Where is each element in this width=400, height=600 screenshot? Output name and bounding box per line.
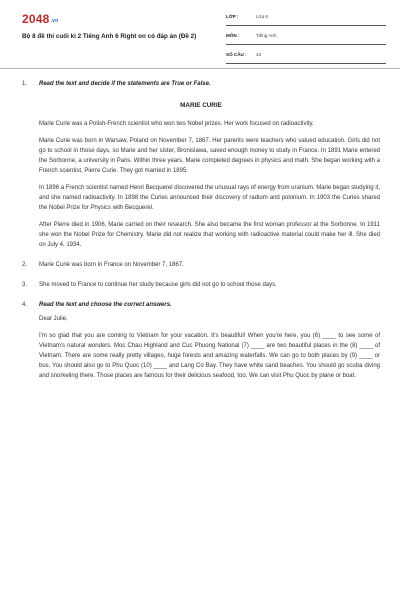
meta-value: Lớp 6 bbox=[256, 14, 268, 19]
meta-value: Tiếng Anh bbox=[256, 33, 277, 38]
reading-paragraph: Marie Curie was born in Warsaw, Poland on November 7, 1867. Her parents were teachers who valued education. Girls did not go to school in those days, so Marie and her sister, Bronislawa, saved enough money to study in France. In 1891 Marie entered the Sorbonne, a university in Paris. Within three years, Marie completed degrees in physics and math. She began working with a French scientist, Pierre Curie. They got married in 1895. bbox=[39, 138, 380, 174]
site-logo[interactable] bbox=[22, 12, 58, 26]
reading-paragraph: After Pierre died in 1906, Marie carried on their research. She also became the first woman professor at the Sorbonne. In 1911 she won the Nobel Prize for Chemistry. Marie did not realize that working with radioactive material could make her ill. She died on July 4, 1934. bbox=[39, 222, 380, 248]
meta-label: MÔN : bbox=[226, 33, 240, 38]
question-instruction: Read the text and decide if the statements are True or False. bbox=[39, 81, 211, 87]
meta-info bbox=[226, 11, 386, 68]
question-3 bbox=[22, 280, 380, 290]
meta-row-count bbox=[226, 49, 386, 64]
question-number: 4. bbox=[22, 302, 28, 308]
document-body bbox=[22, 79, 380, 388]
reading-paragraph: Marie Curie was a Polish-French scientist who won two Nobel prizes. Her work focused on radioactivity. bbox=[39, 121, 314, 127]
question-number: 2. bbox=[22, 262, 28, 268]
meta-label: LỚP : bbox=[226, 14, 239, 19]
logo-text: 2048 bbox=[22, 12, 50, 26]
question-4 bbox=[22, 300, 380, 310]
meta-value: 43 bbox=[256, 52, 262, 57]
question-1 bbox=[22, 79, 380, 89]
letter-greeting: Dear Julie, bbox=[39, 316, 68, 322]
reading-title: MARIE CURIE bbox=[180, 102, 222, 109]
letter-paragraph: I'm so glad that you are coming to Vietnam for your vacation. It's beautiful! When you're here, you (6) ____ to see some of Vietnam's natural wonders. Moc Chau Highland and Cuc Phuong National (7) ____ are two beautiful places in the (8) ____ of Vietnam. There are some really pretty villages, huge forests and amazing waterfalls. We can go to both places by (9) ____ or bus. You should also go to Phu Quoc (10) ____ and Lang Co Bay. They have white sand beaches. You should go scuba diving and snorkeling there. Those places are famous for their delicious seafood, too. We can visit Phu Quoc by plane or boat. bbox=[39, 333, 380, 379]
question-number: 3. bbox=[22, 282, 28, 288]
question-text: Marie Curie was born in France on November 7, 1867. bbox=[39, 262, 184, 268]
meta-row-class bbox=[226, 11, 386, 26]
meta-row-subject bbox=[226, 30, 386, 45]
meta-label: SỐ CÂU : bbox=[226, 52, 247, 57]
header-divider bbox=[0, 68, 400, 69]
logo-suffix: .vn bbox=[50, 18, 59, 24]
question-2 bbox=[22, 260, 380, 270]
question-text: She moved to France to continue her study because girls did not go to school those days. bbox=[39, 282, 277, 288]
reading-paragraph: In 1896 a French scientist named Henri Becquerel discovered the unusual rays of energy from uranium. Marie began studying it, and she named radioactivity. In 1898 the Curies announced their discovery of radium and polonium. In 1903 the Curies shared the Nobel Prize for Physics with Becquerel. bbox=[39, 185, 380, 211]
question-number: 1. bbox=[22, 81, 28, 87]
question-instruction: Read the text and choose the correct answers. bbox=[39, 302, 172, 308]
page-header bbox=[0, 0, 400, 64]
document-title: Bộ 8 đề thi cuối kì 2 Tiếng Anh 6 Right on có đáp án (Đề 2) bbox=[22, 33, 197, 40]
